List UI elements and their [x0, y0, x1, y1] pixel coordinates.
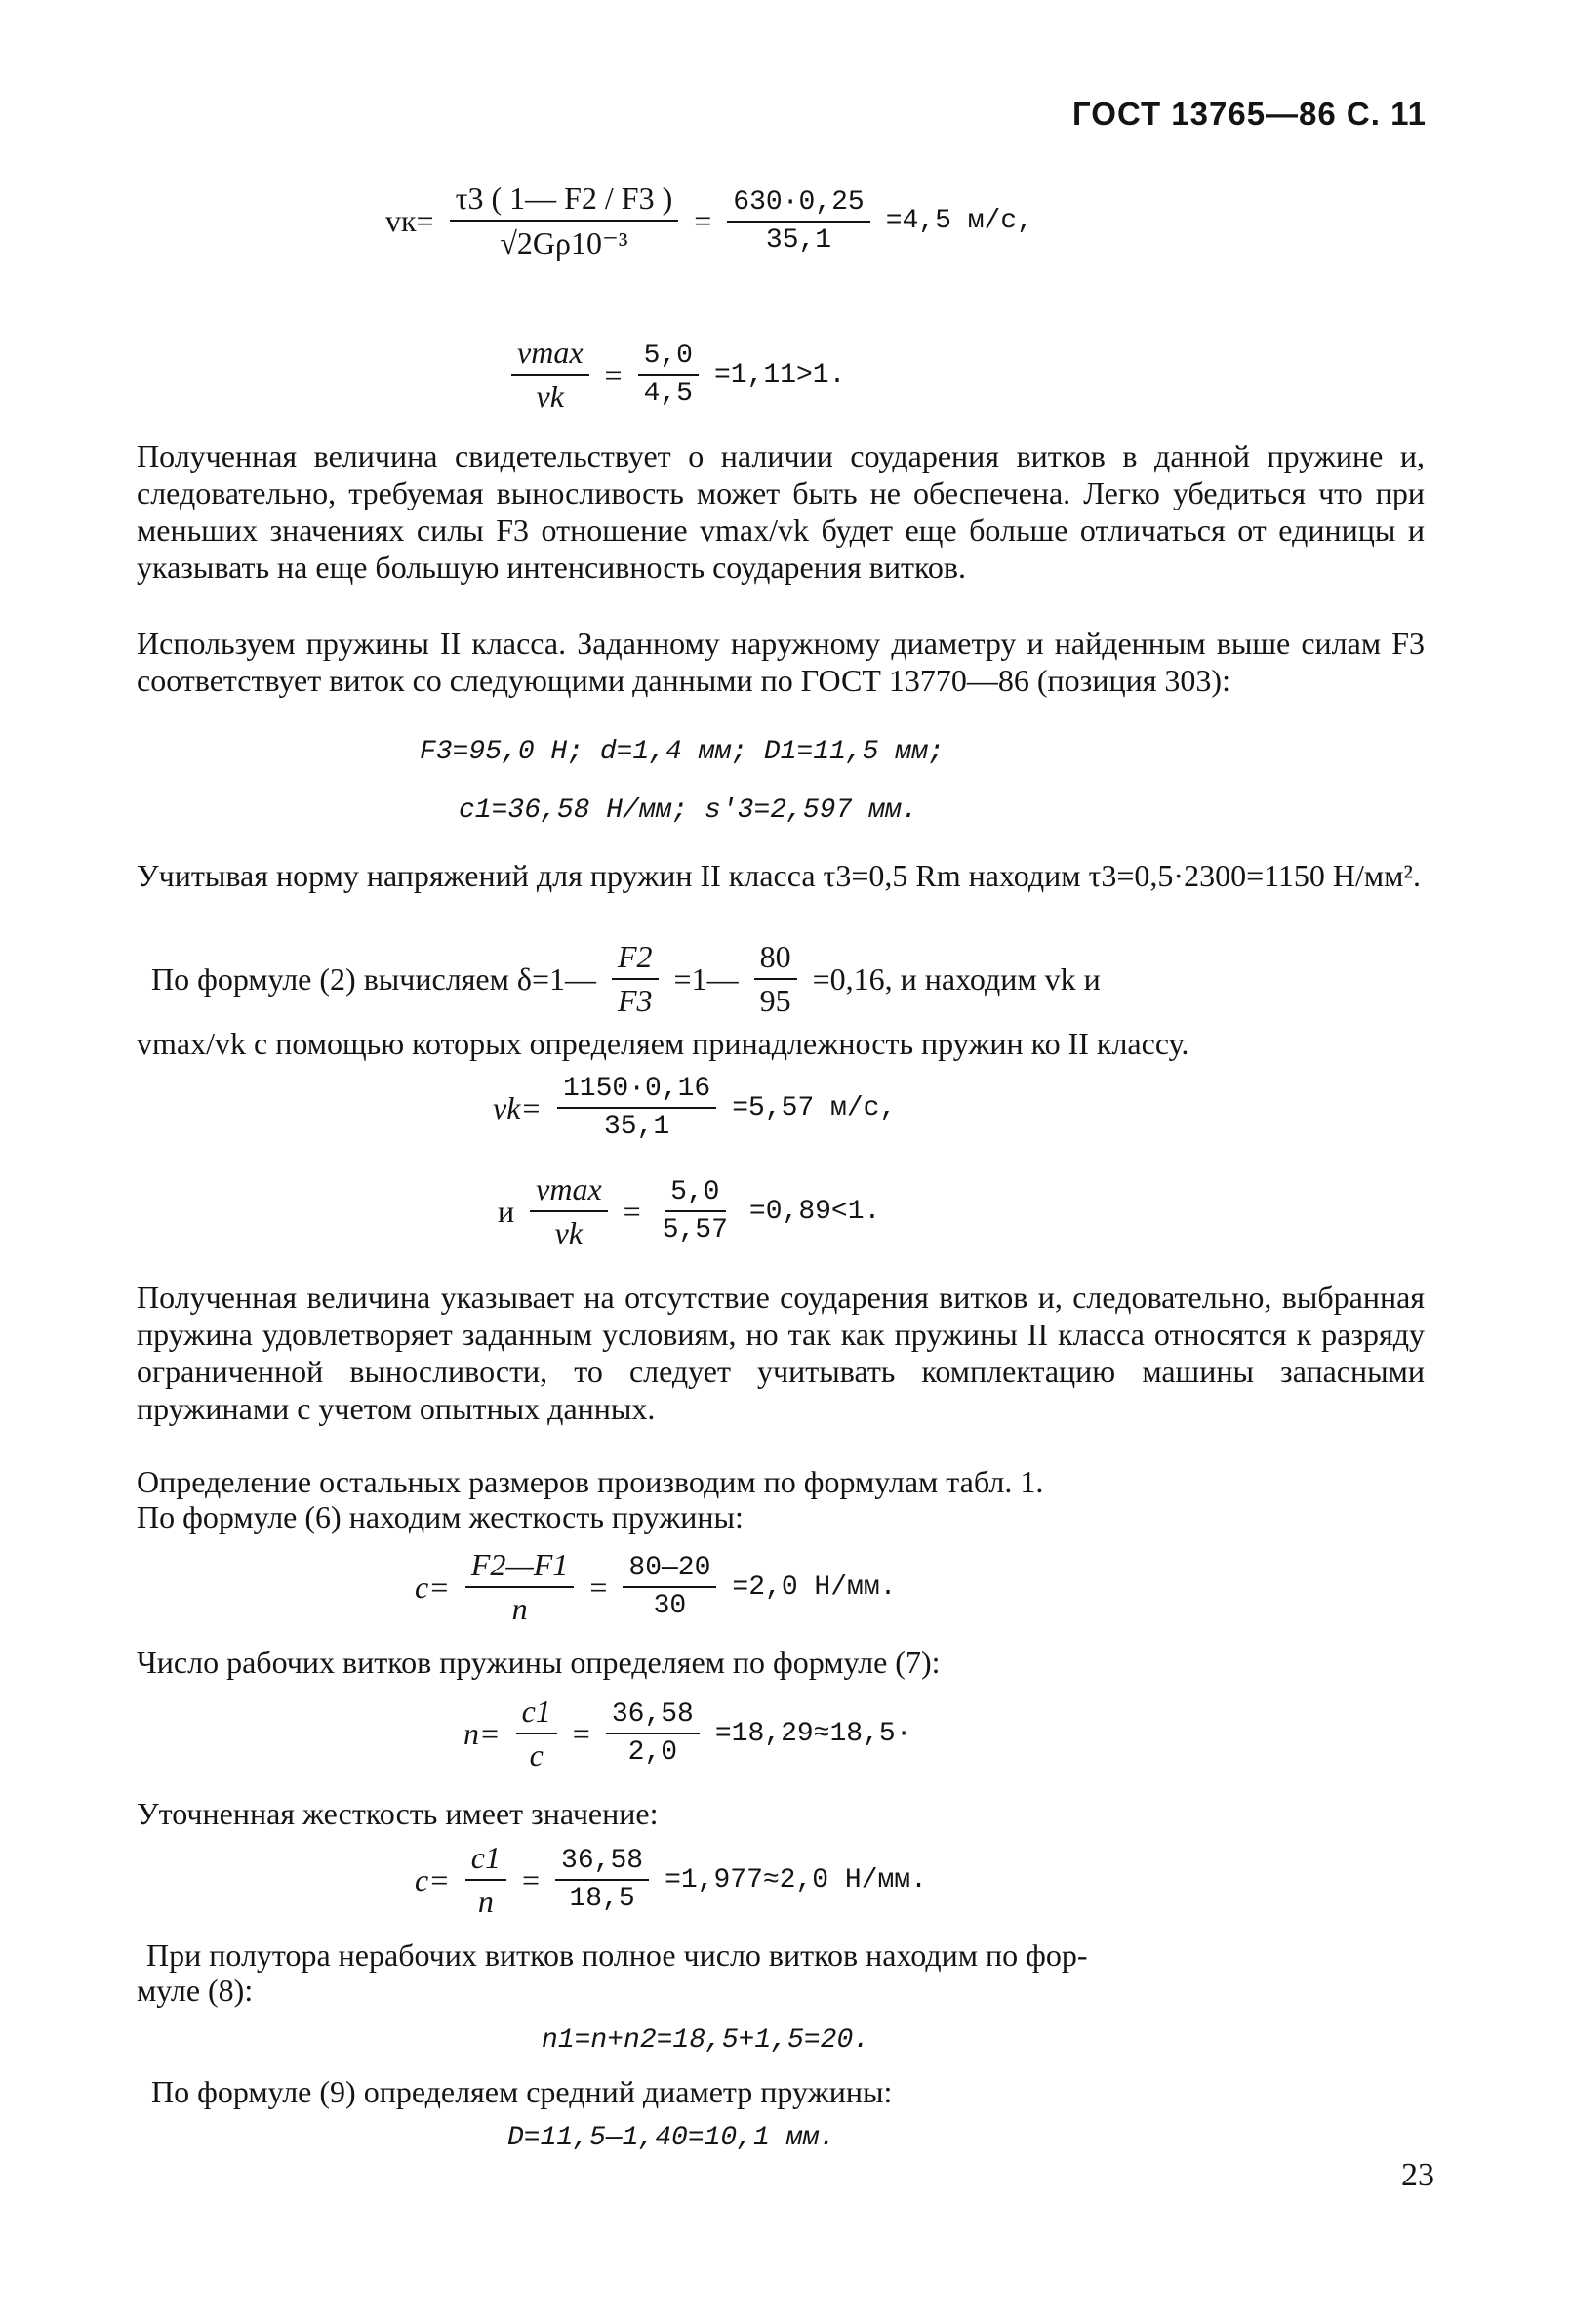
paragraph-10a: При полутора нерабочих витков полное число витков находим по фор-	[146, 1937, 1088, 1973]
fraction	[619, 1553, 720, 1621]
fraction-denominator: 2,0	[627, 1737, 678, 1768]
fraction-numerator: F2—F1	[465, 1547, 575, 1588]
eq-lhs: vк=	[385, 203, 434, 238]
eq-result: =4,5 м/с,	[885, 206, 1033, 236]
eq-result: =1,11>1.	[713, 359, 846, 390]
fraction	[446, 181, 683, 262]
fraction-denominator: 35,1	[765, 224, 832, 256]
fraction-numerator: c1	[516, 1693, 557, 1734]
fraction	[526, 1171, 612, 1251]
fraction	[608, 939, 663, 1019]
fraction	[653, 1177, 738, 1245]
fraction-denominator: 95	[759, 983, 791, 1018]
paragraph-7: По формуле (6) находим жесткость пружины:	[137, 1499, 744, 1534]
paragraph-8: Число рабочих витков пружины определяем по формуле (7):	[137, 1645, 941, 1680]
eq-prefix: По формуле (2) вычисляем δ=1—	[151, 960, 596, 997]
paragraph-2: Используем пружины II класса. Заданному наружному диаметру и найденным выше силам F3 соответствует виток со следующими данными по ГОСТ 13770—86 (позиция 303):	[137, 626, 1425, 698]
equation-diameter: D=11,5—1,40=10,1 мм.	[507, 2123, 836, 2153]
equation-spring-data: F3=95,0 Н; d=1,4 мм; D1=11,5 мм;	[420, 737, 945, 767]
fraction	[602, 1699, 704, 1768]
fraction-denominator: c	[529, 1737, 544, 1773]
eq-result: =18,29≈18,5·	[714, 1718, 912, 1749]
fraction-numerator: 36,58	[555, 1846, 649, 1881]
eq-lhs: n=	[463, 1715, 501, 1751]
paragraph-11: По формуле (9) определяем средний диаметр пружины:	[151, 2074, 893, 2109]
fraction-numerator: vmax	[511, 335, 589, 376]
fraction	[551, 1846, 653, 1914]
equation-vk	[385, 181, 1033, 262]
equation-ratio-2: и $\frac{vmax}{vk}$ = $\frac{5,0}{5,57}$ =0,89<1.	[498, 1171, 881, 1250]
equation-total-coils: n1=n+n2=18,5+1,5=20.	[542, 2025, 870, 2056]
equation-stiffness: c= $\frac{F2—F1}{n}$ = $\frac{80—20}{30}$ =2,0 Н/мм.	[415, 1547, 897, 1626]
eq-middle: =1—	[673, 960, 739, 997]
fraction	[723, 187, 873, 256]
fraction-numerator: 36,58	[606, 1699, 700, 1734]
eq-result: =1,977≈2,0 Н/мм.	[665, 1864, 927, 1896]
fraction	[507, 335, 593, 415]
fraction-numerator: c1	[465, 1840, 506, 1881]
fraction-numerator: vmax	[530, 1171, 608, 1212]
eq-lhs: c=	[415, 1861, 450, 1897]
equation-vk-2	[493, 1074, 896, 1142]
eq-prefix: и	[498, 1193, 515, 1229]
equation-coils: n= $\frac{c1}{c}$ = $\frac{36,58}{2,0}$ =18,29≈18,5·	[463, 1693, 912, 1773]
fraction	[512, 1693, 561, 1774]
fraction-numerator: τ3 ( 1— F2 / F3 )	[450, 181, 679, 222]
fraction-numerator: 630·0,25	[727, 187, 869, 223]
paragraph-1: Полученная величина свидетельствует о наличии соударения витков в данной пружине и, следовательно, требуемая выносливость может быть не обеспечена. Легко убедиться что при меньших значениях силы F3 отношение vmax/vk будет еще больше отличаться от единицы и указывать на еще большую интенсивность соударения витков.	[137, 438, 1425, 585]
paragraph-3: Учитывая норму напряжений для пружин II класса τ3=0,5 Rm находим τ3=0,5·2300=1150 Н/мм².	[137, 858, 1422, 893]
fraction-numerator: 80—20	[623, 1553, 716, 1588]
fraction-denominator: n	[511, 1591, 528, 1626]
fraction-denominator: F3	[617, 983, 653, 1018]
page-header: ГОСТ 13765—86 С. 11	[1072, 96, 1427, 132]
fraction-denominator: 18,5	[569, 1884, 635, 1914]
fraction-numerator: 5,0	[638, 341, 699, 376]
fraction	[553, 1074, 720, 1142]
fraction-denominator: vk	[536, 379, 564, 414]
fraction-numerator: 80	[754, 939, 797, 980]
eq-lhs: vk=	[493, 1089, 542, 1125]
fraction	[462, 1840, 510, 1920]
paragraph-9: Уточненная жесткость имеет значение:	[137, 1796, 659, 1831]
eq-result: =5,57 м/с,	[732, 1092, 897, 1123]
paragraph-4: vmax/vk с помощью которых определяем принадлежность пружин ко II классу.	[137, 1026, 1189, 1061]
fraction	[462, 1547, 579, 1627]
paragraph-6: Определение остальных размеров производим по формулам табл. 1.	[137, 1464, 1044, 1499]
equation-spring-data-2: c1=36,58 Н/мм; s′3=2,597 мм.	[459, 795, 918, 826]
equation-refined-stiffness: c= $\frac{c1}{n}$ = $\frac{36,58}{18,5}$ =1,977≈2,0 Н/мм.	[415, 1840, 927, 1919]
eq-lhs: c=	[415, 1569, 450, 1605]
eq-sign: =	[694, 203, 712, 238]
paragraph-5: Полученная величина указывает на отсутствие соударения витков и, следовательно, выбранная пружина удовлетворяет заданным условиям, но так как пружины II класса относятся к разряду ограниченной выносливости, то следует учитывать комплектацию машины запасными пружинами с учетом опытных данных.	[137, 1280, 1425, 1426]
equation-ratio: $\frac{vmax}{vk}$ = $\frac{5,0}{4,5}$ =1,11>1.	[507, 335, 845, 415]
fraction	[750, 939, 801, 1019]
fraction-denominator: 5,57	[662, 1215, 728, 1245]
eq-suffix: =0,16, и находим vk и	[812, 960, 1101, 997]
fraction-denominator: 35,1	[604, 1112, 670, 1142]
fraction-denominator: √2Gρ10⁻³	[500, 225, 628, 261]
fraction	[634, 341, 703, 409]
page-number: 23	[1401, 2157, 1434, 2193]
eq-result: =2,0 Н/мм.	[732, 1571, 897, 1603]
eq-result: =0,89<1.	[748, 1196, 881, 1227]
fraction-denominator: n	[477, 1884, 494, 1919]
fraction-numerator: 5,0	[665, 1177, 725, 1212]
fraction-denominator: vk	[554, 1215, 584, 1250]
fraction-numerator: F2	[612, 939, 659, 980]
paragraph-10b: муле (8):	[137, 1973, 254, 2008]
equation-delta	[151, 939, 1101, 1019]
fraction-denominator: 30	[653, 1591, 687, 1621]
fraction-denominator: 4,5	[643, 379, 693, 409]
fraction-numerator: 1150·0,16	[557, 1074, 716, 1109]
